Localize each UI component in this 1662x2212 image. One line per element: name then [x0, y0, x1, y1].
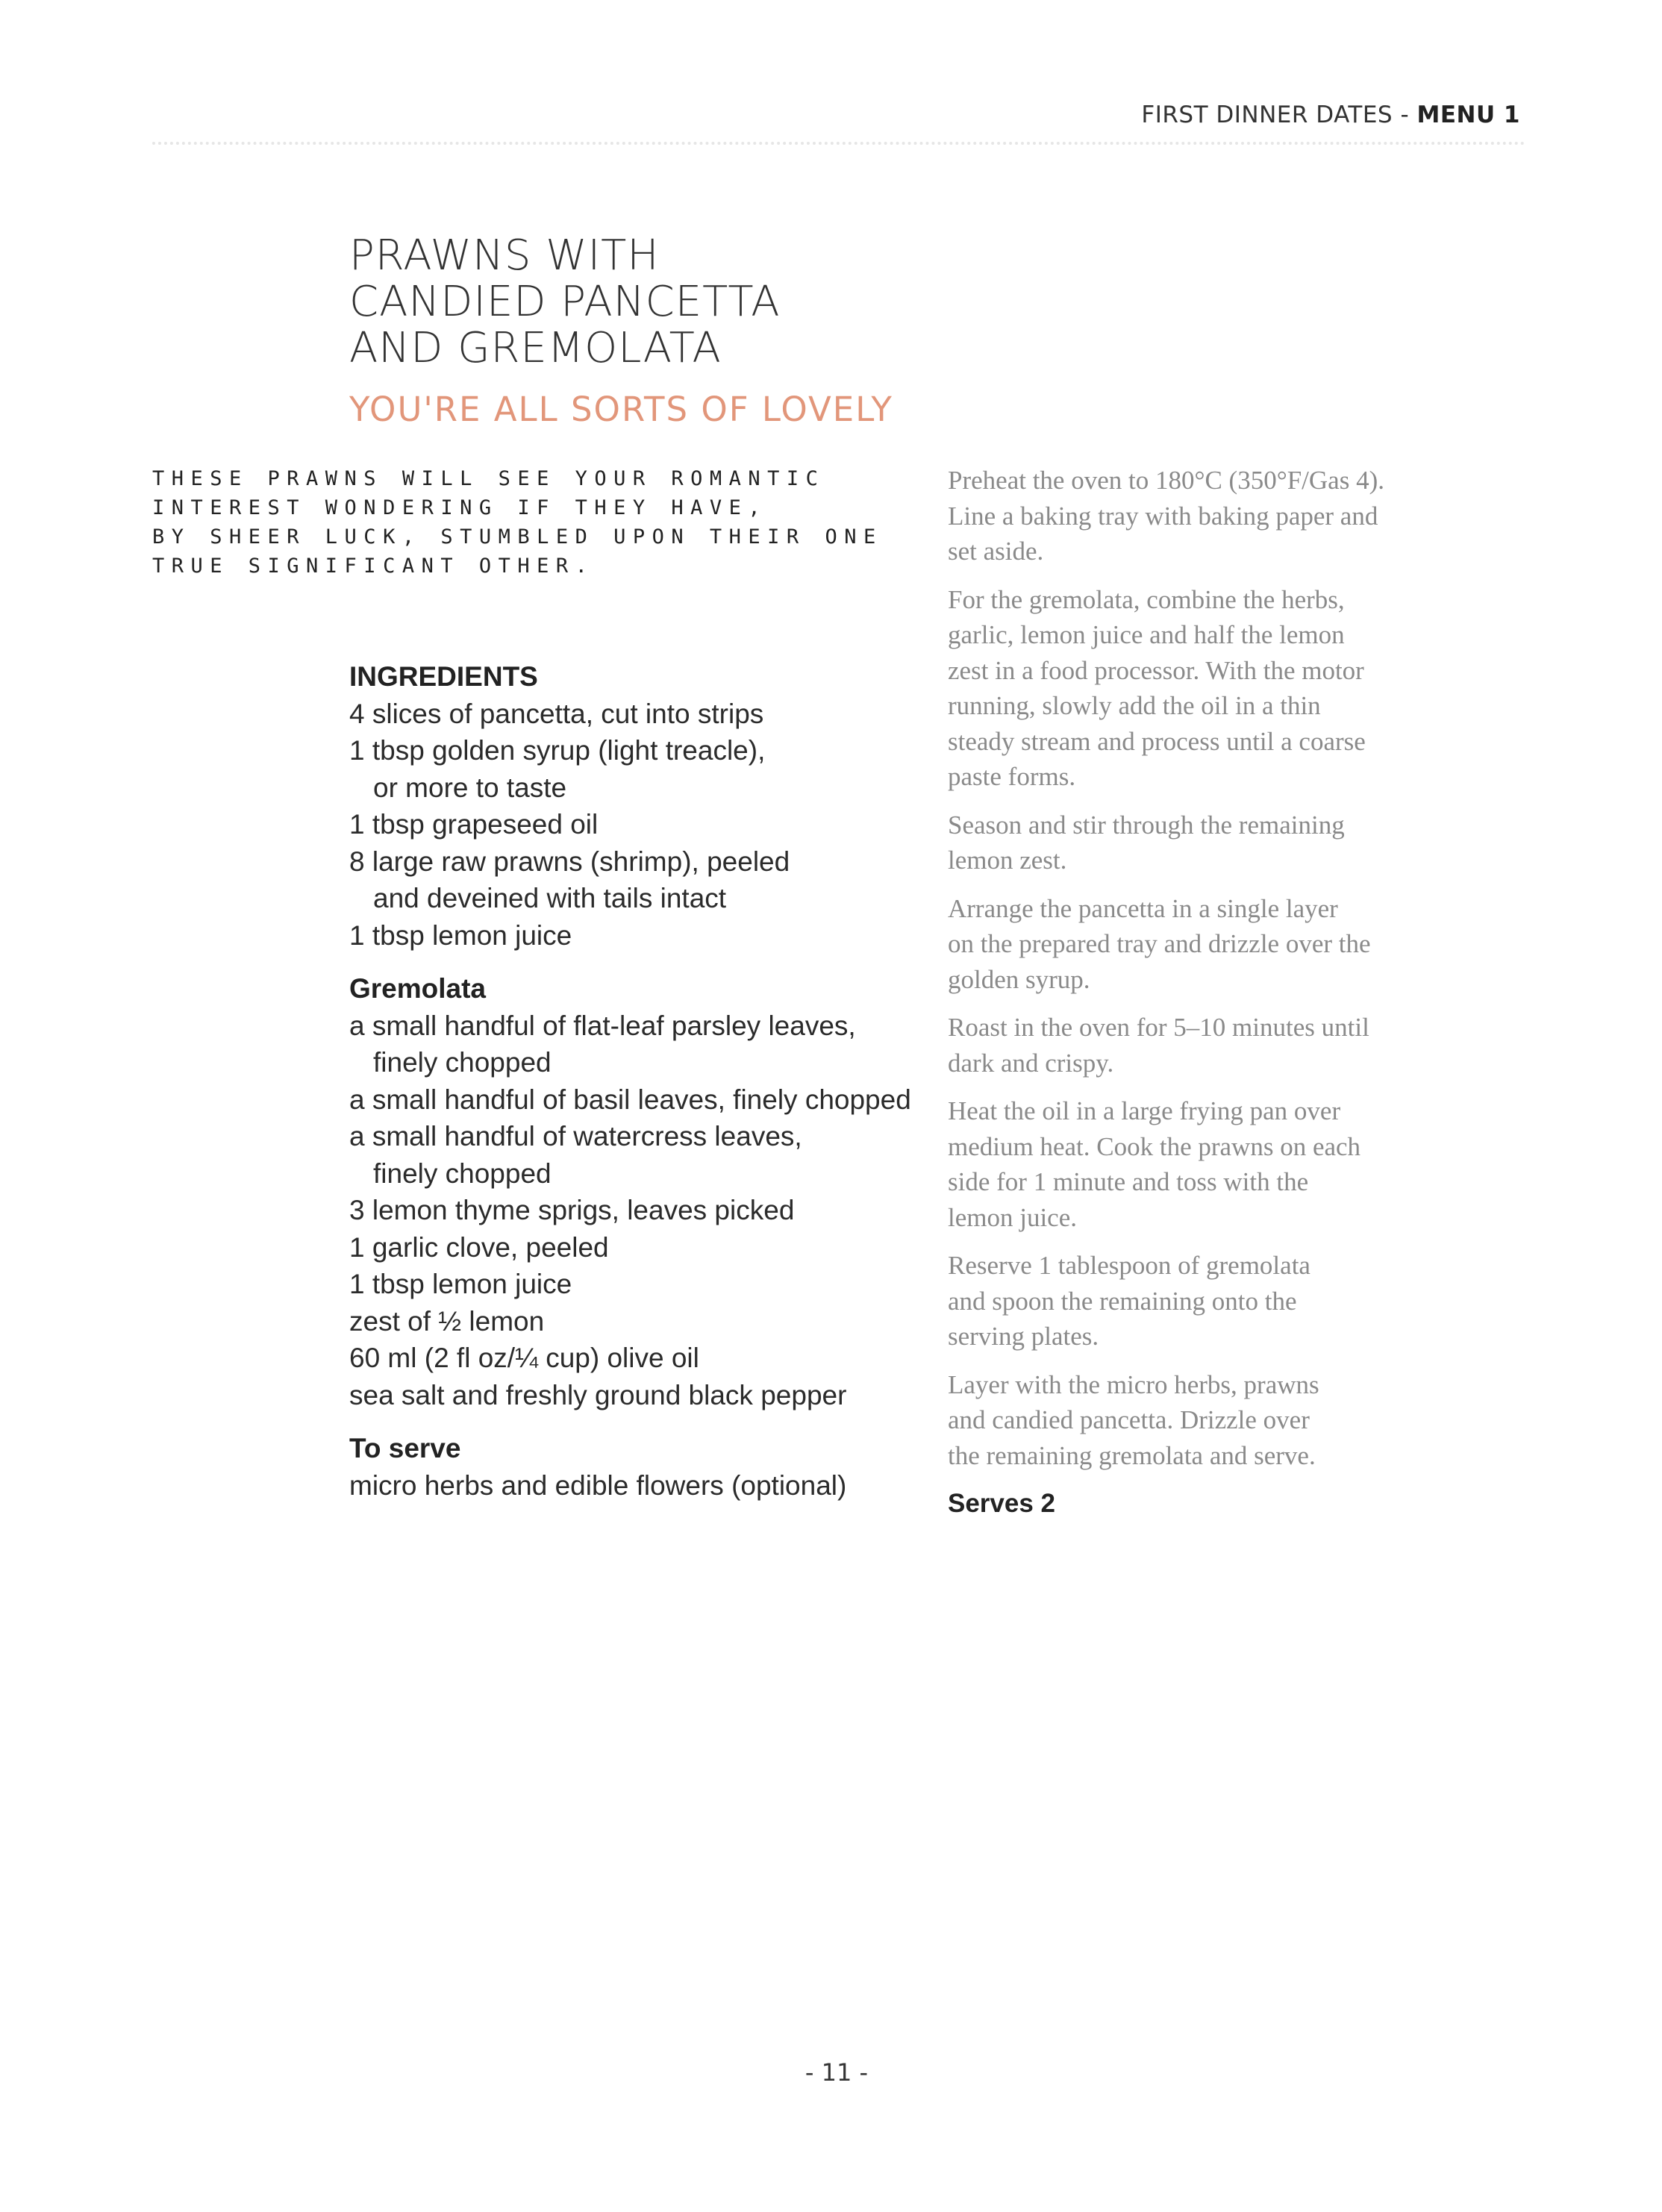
method-line: garlic, lemon juice and half the lemon	[948, 620, 1345, 649]
section-gap	[349, 1413, 911, 1430]
intro-line: BY SHEER LUCK, STUMBLED UPON THEIR ONE	[152, 525, 883, 549]
ingredient-line: or more to taste	[373, 772, 567, 803]
ingredient-section-heading: INGREDIENTS	[349, 661, 538, 692]
method-line: Line a baking tray with baking paper and	[948, 501, 1378, 531]
ingredient-line: micro herbs and edible flowers (optional)	[349, 1469, 847, 1501]
method-line: Roast in the oven for 5–10 minutes until	[948, 1013, 1369, 1042]
method-step	[948, 1093, 1384, 1235]
ingredient-line: 60 ml (2 fl oz/¼ cup) olive oil	[349, 1343, 699, 1373]
method-line: golden syrup.	[948, 964, 1090, 994]
method-line: the remaining gremolata and serve.	[948, 1440, 1316, 1470]
ingredient-line: 4 slices of pancetta, cut into strips	[349, 698, 764, 729]
method-line: medium heat. Cook the prawns on each	[948, 1131, 1361, 1161]
ingredient-line: a small handful of flat-leaf parsley leaves,	[349, 1010, 856, 1041]
running-header	[1141, 101, 1520, 128]
method-line: lemon zest.	[948, 846, 1067, 875]
intro-line: TRUE SIGNIFICANT OTHER.	[152, 554, 595, 578]
ingredient-line: a small handful of basil leaves, finely chopped	[349, 1084, 911, 1115]
ingredient-line: 1 tbsp grapeseed oil	[349, 809, 599, 840]
method-line: Arrange the pancetta in a single layer	[948, 893, 1338, 923]
ingredient-section-heading: To serve	[349, 1433, 461, 1463]
method-step	[948, 1248, 1384, 1355]
method-line: Layer with the micro herbs, prawns	[948, 1369, 1319, 1399]
method-line: For the gremolata, combine the herbs,	[948, 584, 1345, 614]
method-line: Heat the oil in a large frying pan over	[948, 1096, 1341, 1125]
intro-line: THESE PRAWNS WILL SEE YOUR ROMANTIC	[152, 467, 825, 490]
intro-line: INTEREST WONDERING IF THEY HAVE,	[152, 496, 768, 519]
method-line: zest in a food processor. With the motor	[948, 655, 1364, 685]
title-line: AND GREMOLATA	[349, 324, 722, 372]
header-section: FIRST DINNER DATES -	[1141, 101, 1417, 128]
serves-label: Serves 2	[948, 1489, 1056, 1518]
dotted-divider	[152, 142, 1525, 145]
ingredient-line: and deveined with tails intact	[373, 883, 727, 913]
method-line: and spoon the remaining onto the	[948, 1286, 1297, 1316]
title-line: CANDIED PANCETTA	[349, 278, 781, 326]
ingredient-line: finely chopped	[373, 1157, 552, 1189]
header-menu: MENU 1	[1416, 101, 1520, 128]
ingredient-line: 1 tbsp lemon juice	[349, 919, 572, 951]
method-step	[948, 807, 1384, 878]
method-step	[948, 463, 1384, 569]
recipe-title	[349, 233, 781, 372]
ingredient-line: 3 lemon thyme sprigs, leaves picked	[349, 1195, 795, 1225]
section-gap	[349, 954, 911, 970]
method-line: on the prepared tray and drizzle over the	[948, 929, 1371, 958]
page-number: - 11 -	[805, 2058, 869, 2087]
ingredient-line: 1 garlic clove, peeled	[349, 1231, 609, 1263]
ingredient-line: 1 tbsp lemon juice	[349, 1269, 572, 1299]
method-line: Season and stir through the remaining	[948, 810, 1345, 840]
ingredient-line: 1 tbsp golden syrup (light treacle),	[349, 735, 766, 766]
ingredient-line: 8 large raw prawns (shrimp), peeled	[349, 846, 790, 877]
method-line: serving plates.	[948, 1322, 1099, 1351]
ingredient-line: zest of ½ lemon	[349, 1305, 545, 1337]
ingredient-section-heading: Gremolata	[349, 973, 487, 1004]
intro-text	[152, 464, 883, 581]
method-line: Reserve 1 tablespoon of gremolata	[948, 1251, 1310, 1280]
method-step	[948, 582, 1384, 795]
method-step	[948, 1367, 1384, 1474]
method-step	[948, 891, 1384, 998]
method-line: Preheat the oven to 180°C (350°F/Gas 4).	[948, 466, 1384, 495]
method-line: and candied pancetta. Drizzle over	[948, 1405, 1310, 1434]
ingredient-line: sea salt and freshly ground black pepper	[349, 1379, 847, 1410]
recipe-subtitle: YOU'RE ALL SORTS OF LOVELY	[349, 390, 893, 429]
method-line: lemon juice.	[948, 1202, 1078, 1232]
method-steps	[948, 463, 1384, 1522]
ingredient-line: finely chopped	[373, 1047, 552, 1078]
ingredient-line: a small handful of watercress leaves,	[349, 1121, 802, 1152]
title-line: PRAWNS WITH	[349, 231, 660, 280]
method-step	[948, 1010, 1384, 1081]
method-line: steady stream and process until a coarse	[948, 726, 1366, 756]
method-line: set aside.	[948, 537, 1044, 566]
method-line: running, slowly add the oil in a thin	[948, 691, 1321, 720]
method-line: side for 1 minute and toss with the	[948, 1167, 1309, 1196]
method-line: paste forms.	[948, 762, 1076, 791]
ingredients-list	[349, 658, 911, 1504]
method-line: dark and crispy.	[948, 1048, 1114, 1078]
